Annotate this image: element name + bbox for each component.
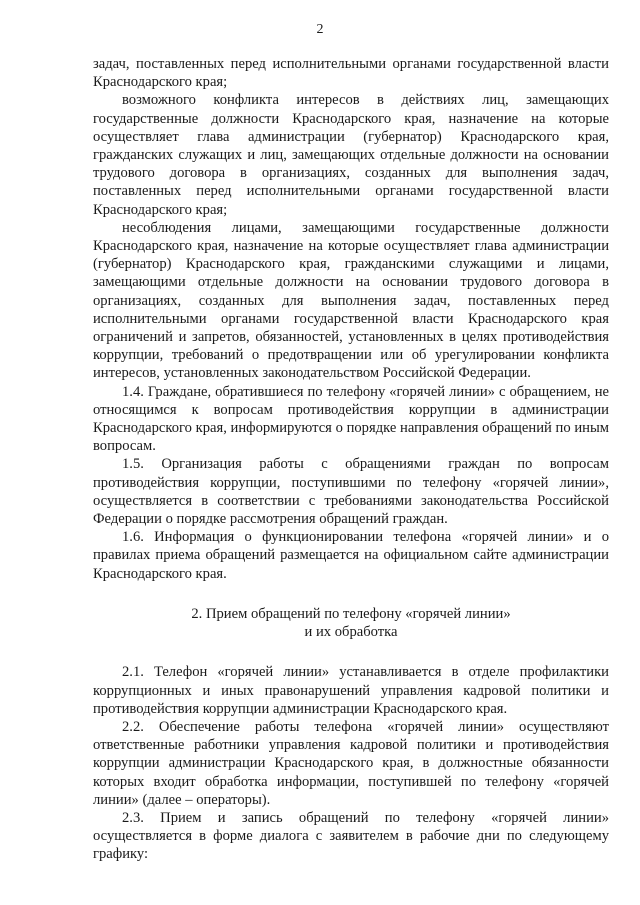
paragraph-2-2: 2.2. Обеспечение работы телефона «горячей линии» осуществляют ответственные работники управления кадровой политики и противодействия коррупции администрации Краснодарского края, в должностные обязанности которых входит обработка информации, поступившей по телефону «горячей линии» (далее – операторы). bbox=[93, 718, 609, 808]
paragraph-1-4: 1.4. Граждане, обратившиеся по телефону «горячей линии» с обращением, не относящимся к вопросам противодействия коррупции в администрации Краснодарского края, информируются о порядке направления обращений по иным вопросам. bbox=[93, 383, 609, 455]
paragraph-1-6: 1.6. Информация о функционировании телефона «горячей линии» и о правилах приема обращений размещается на официальном сайте администрации Краснодарского края. bbox=[93, 529, 609, 582]
paragraph-non-compliance: несоблюдения лицами, замещающими государственные должности Краснодарского края, назначение на которые осуществляет глава администрации (губернатор) Краснодарского края, гражданскими служащими и лицами, замещающими отдельные должности на основании трудового договора в организациях, созданных для выполнения задач, поставленных перед исполнительными органами государственной власти Краснодарского края ограничений и запретов, обязанностей, установленных в целях противодействия коррупции, требований о предотвращении или об урегулировании конфликта интересов, установленных законодательством Российской Федерации. bbox=[93, 219, 609, 382]
paragraph-2-1: 2.1. Телефон «горячей линии» устанавливается в отделе профилактики коррупционных и иных правонарушений управления кадровой политики и противодействия коррупции администрации Краснодарского края. bbox=[93, 664, 609, 717]
paragraph-2-3: 2.3. Прием и запись обращений по телефону «горячей линии» осуществляется в форме диалога с заявителем в рабочие дни по следующему графику: bbox=[93, 809, 609, 863]
paragraph-1-5: 1.5. Организация работы с обращениями граждан по вопросам противодействия коррупции, поступившими по телефону «горячей линии», осуществляется в соответствии с требованиями законодательства Российской Федерации о порядке рассмотрения обращений граждан. bbox=[93, 456, 609, 528]
paragraph-conflict-of-interest: возможного конфликта интересов в действиях лиц, замещающих государственные должности Краснодарского края, назначение на которые осуществляет глава администрации (губернатор) Краснодарского края, гражданских служащих и лиц, замещающих отдельные должности на основании трудового договора в организациях, созданных для выполнения задач, поставленных перед исполнительными органами государственной власти Краснодарского края; bbox=[93, 92, 609, 218]
page-number: 2 bbox=[316, 22, 324, 37]
section-heading bbox=[93, 605, 609, 641]
section-heading-line1: 2. Прием обращений по телефону «горячей линии» bbox=[191, 605, 511, 622]
section-heading-line2: и их обработка bbox=[304, 624, 398, 641]
paragraph-continuation: задач, поставленных перед исполнительными органами государственной власти Краснодарского края; bbox=[93, 56, 609, 91]
document-body bbox=[93, 55, 609, 864]
